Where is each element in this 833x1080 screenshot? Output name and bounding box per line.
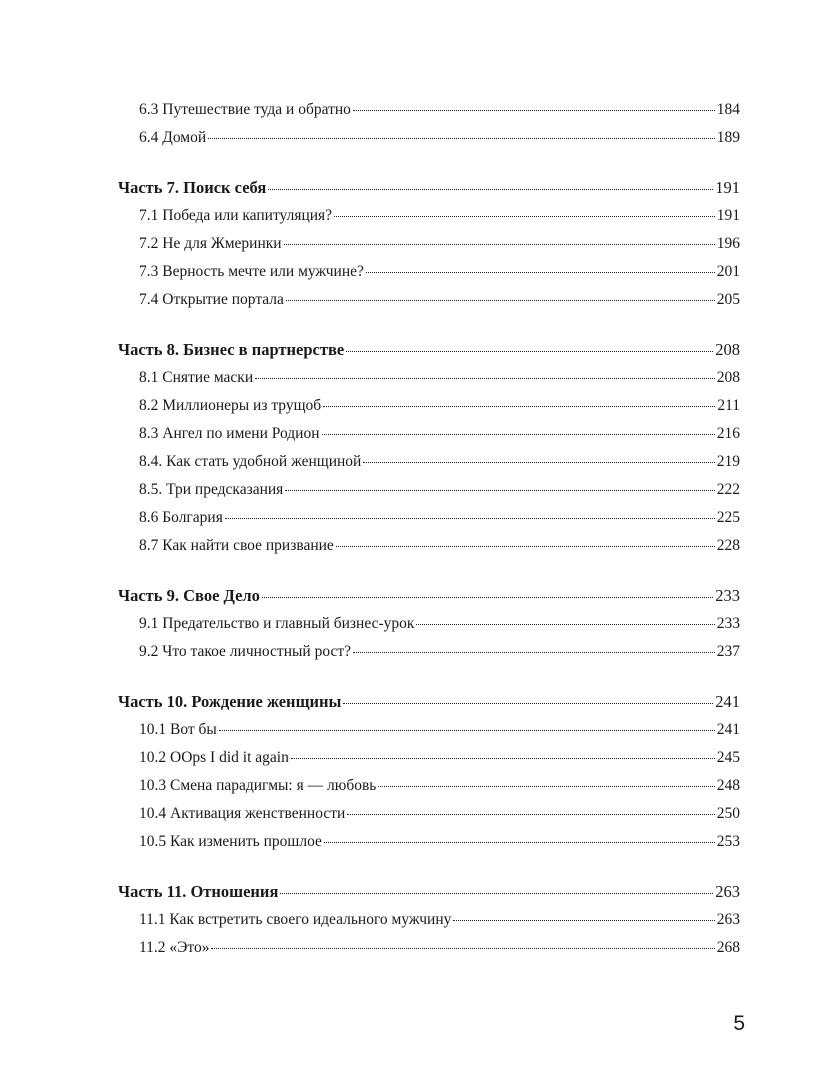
dot-leader (219, 729, 715, 731)
dot-leader (324, 841, 715, 843)
toc-entry-title: Часть 7. Поиск себя (118, 178, 267, 197)
toc-subsection-entry (118, 716, 740, 744)
toc-entry-page: 250 (716, 805, 740, 822)
toc-section-entry (118, 174, 740, 202)
toc-entry-title: 9.2 Что такое личностный рост? (139, 643, 352, 660)
dot-leader (347, 813, 714, 815)
dot-leader (255, 377, 715, 379)
toc-subsection-entry (118, 772, 740, 800)
toc-section-entry (118, 688, 740, 716)
section-gap (118, 560, 740, 582)
toc-entry-title: Часть 9. Свое Дело (118, 586, 260, 605)
toc-entry-page: 225 (716, 509, 740, 526)
toc-entry-page: 222 (716, 481, 740, 498)
toc-subsection-entry (118, 476, 740, 504)
toc-entry-page: 216 (716, 425, 740, 442)
toc-subsection-entry (118, 828, 740, 856)
toc-entry-page: 191 (716, 207, 740, 224)
toc-entry-title: 10.3 Смена парадигмы: я — любовь (139, 777, 377, 794)
toc-entry-page: 241 (716, 721, 740, 738)
toc-subsection-entry (118, 258, 740, 286)
toc-entry-page: 253 (716, 833, 740, 850)
toc-entry-page: 219 (716, 453, 740, 470)
toc-entry-title: 6.3 Путешествие туда и обратно (139, 101, 351, 118)
toc-entry-page: 208 (716, 369, 740, 386)
toc-entry-page: 205 (716, 291, 740, 308)
toc-entry-title: 8.2 Миллионеры из трущоб (139, 397, 322, 414)
section-gap (118, 666, 740, 688)
dot-leader (291, 757, 715, 759)
dot-leader (336, 545, 715, 547)
section-gap (118, 152, 740, 174)
toc-entry-title: 8.1 Снятие маски (139, 369, 254, 386)
dot-leader (280, 892, 713, 894)
toc-entry-title: 11.2 «Это» (139, 939, 210, 956)
dot-leader (285, 489, 714, 491)
toc-entry-page: 211 (717, 397, 740, 414)
toc-subsection-entry (118, 744, 740, 772)
toc-subsection-entry (118, 420, 740, 448)
toc-section-entry (118, 878, 740, 906)
toc-entry-title: Часть 11. Отношения (118, 882, 279, 901)
toc-entry-title: 7.1 Победа или капитуляция? (139, 207, 333, 224)
dot-leader (363, 461, 714, 463)
toc-entry-title: 8.7 Как найти свое призвание (139, 537, 334, 554)
toc-entry-page: 208 (715, 340, 740, 359)
dot-leader (353, 651, 715, 653)
toc-entry-page: 196 (716, 235, 740, 252)
toc-subsection-entry (118, 392, 740, 420)
toc-entry-title: Часть 10. Рождение женщины (118, 692, 342, 711)
dot-leader (323, 405, 715, 407)
toc-entry-page: 263 (715, 882, 740, 901)
dot-leader (208, 137, 715, 139)
toc-entry-page: 233 (716, 615, 740, 632)
toc-subsection-entry (118, 230, 740, 258)
dot-leader (268, 188, 713, 190)
toc-entry-title: 10.5 Как изменить прошлое (139, 833, 322, 850)
dot-leader (346, 350, 713, 352)
toc-entry-page: 189 (716, 129, 740, 146)
dot-leader (343, 702, 713, 704)
table-of-contents (118, 96, 740, 962)
dot-leader (211, 947, 714, 949)
toc-entry-title: 8.6 Болгария (139, 509, 223, 526)
section-gap (118, 314, 740, 336)
toc-section-entry (118, 336, 740, 364)
toc-entry-page: 241 (715, 692, 740, 711)
dot-leader (353, 109, 715, 111)
toc-entry-title: 9.1 Предательство и главный бизнес-урок (139, 615, 415, 632)
toc-subsection-entry (118, 532, 740, 560)
toc-entry-title: 8.3 Ангел по имени Родион (139, 425, 320, 442)
toc-entry-title: 10.1 Вот бы (139, 721, 217, 738)
dot-leader (322, 433, 715, 435)
toc-subsection-entry (118, 448, 740, 476)
toc-subsection-entry (118, 202, 740, 230)
toc-subsection-entry (118, 124, 740, 152)
toc-subsection-entry (118, 96, 740, 124)
toc-entry-page: 248 (716, 777, 740, 794)
dot-leader (262, 596, 713, 598)
dot-leader (334, 215, 715, 217)
toc-subsection-entry (118, 610, 740, 638)
toc-entry-title: Часть 8. Бизнес в партнерстве (118, 340, 345, 359)
toc-entry-title: 6.4 Домой (139, 129, 207, 146)
toc-entry-title: 11.1 Как встретить своего идеального мужчину (139, 911, 452, 928)
toc-entry-title: 10.2 OOps I did it again (139, 749, 289, 766)
toc-subsection-entry (118, 638, 740, 666)
toc-entry-page: 233 (715, 586, 740, 605)
toc-subsection-entry (118, 364, 740, 392)
toc-subsection-entry (118, 906, 740, 934)
toc-subsection-entry (118, 286, 740, 314)
toc-entry-page: 268 (716, 939, 740, 956)
toc-entry-page: 237 (716, 643, 740, 660)
dot-leader (225, 517, 715, 519)
dot-leader (378, 785, 714, 787)
dot-leader (453, 919, 714, 921)
toc-subsection-entry (118, 504, 740, 532)
dot-leader (416, 623, 714, 625)
toc-entry-page: 245 (716, 749, 740, 766)
toc-entry-page: 191 (715, 178, 740, 197)
toc-subsection-entry (118, 800, 740, 828)
page-number: 5 (733, 1012, 745, 1035)
toc-entry-page: 228 (716, 537, 740, 554)
dot-leader (284, 243, 715, 245)
dot-leader (286, 299, 715, 301)
toc-entry-page: 263 (716, 911, 740, 928)
toc-entry-title: 7.2 Не для Жмеринки (139, 235, 282, 252)
toc-entry-title: 8.4. Как стать удобной женщиной (139, 453, 362, 470)
section-gap (118, 856, 740, 878)
toc-entry-title: 7.3 Верность мечте или мужчине? (139, 263, 364, 280)
dot-leader (366, 271, 715, 273)
toc-entry-title: 10.4 Активация женственности (139, 805, 346, 822)
toc-entry-title: 7.4 Открытие портала (139, 291, 284, 308)
toc-entry-page: 201 (716, 263, 740, 280)
toc-entry-page: 184 (716, 101, 740, 118)
toc-section-entry (118, 582, 740, 610)
toc-entry-title: 8.5. Три предсказания (139, 481, 284, 498)
toc-subsection-entry (118, 934, 740, 962)
